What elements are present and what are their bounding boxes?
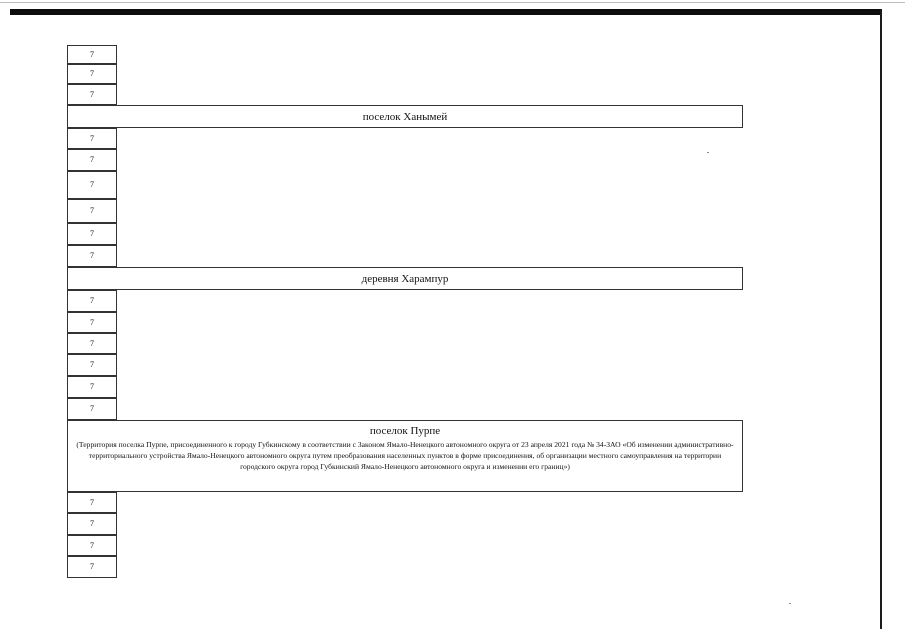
row-number-cell: 7: [67, 290, 117, 312]
row-number-cell: 7: [67, 64, 117, 84]
row-number-cell: 7: [67, 128, 117, 149]
row-number-cell: 7: [67, 513, 117, 535]
row-number-cell: 7: [67, 333, 117, 354]
section-header-kharampur: [67, 267, 743, 290]
row-number-cell: 7: [67, 535, 117, 556]
row-number-cell: 7: [67, 312, 117, 333]
row-number-cell: 7: [67, 45, 117, 64]
section-note: (Территория поселка Пурпе, присоединенного к городу Губкинскому в соответствии с Законом Ямало-Ненецкого автономного округа от 23 апреля 2021 года № 34-ЗАО «Об изменении административно-территориального устройства Ямало-Ненецкого автономного округа путем преобразования населенных пунктов в форме присоединения, об организации местного самоуправления на территории городского округа город Губкинский Ямало-Ненецкого автономного округа и изменении его границ»): [76, 440, 734, 471]
row-number-cell: 7: [67, 84, 117, 105]
section-header-khanymei: [67, 105, 743, 128]
scan-edge-right: [880, 9, 882, 629]
section-title: поселок Ханымей: [362, 110, 448, 123]
row-number-cell: 7: [67, 171, 117, 199]
row-number-cell: 7: [67, 199, 117, 223]
scan-speck: [707, 152, 709, 153]
row-number-cell: 7: [67, 556, 117, 578]
scan-edge-faint: [0, 2, 905, 3]
row-number-cell: 7: [67, 149, 117, 171]
section-header-purpe: [67, 420, 743, 492]
scan-speck: [789, 603, 791, 604]
row-number-cell: 7: [67, 354, 117, 376]
row-number-cell: 7: [67, 245, 117, 267]
scan-edge-top: [10, 9, 880, 15]
row-number-cell: 7: [67, 376, 117, 398]
row-number-cell: 7: [67, 398, 117, 420]
section-title: деревня Харампур: [361, 272, 449, 285]
row-number-cell: 7: [67, 492, 117, 513]
section-title: поселок Пурпе: [369, 425, 441, 437]
row-number-cell: 7: [67, 223, 117, 245]
